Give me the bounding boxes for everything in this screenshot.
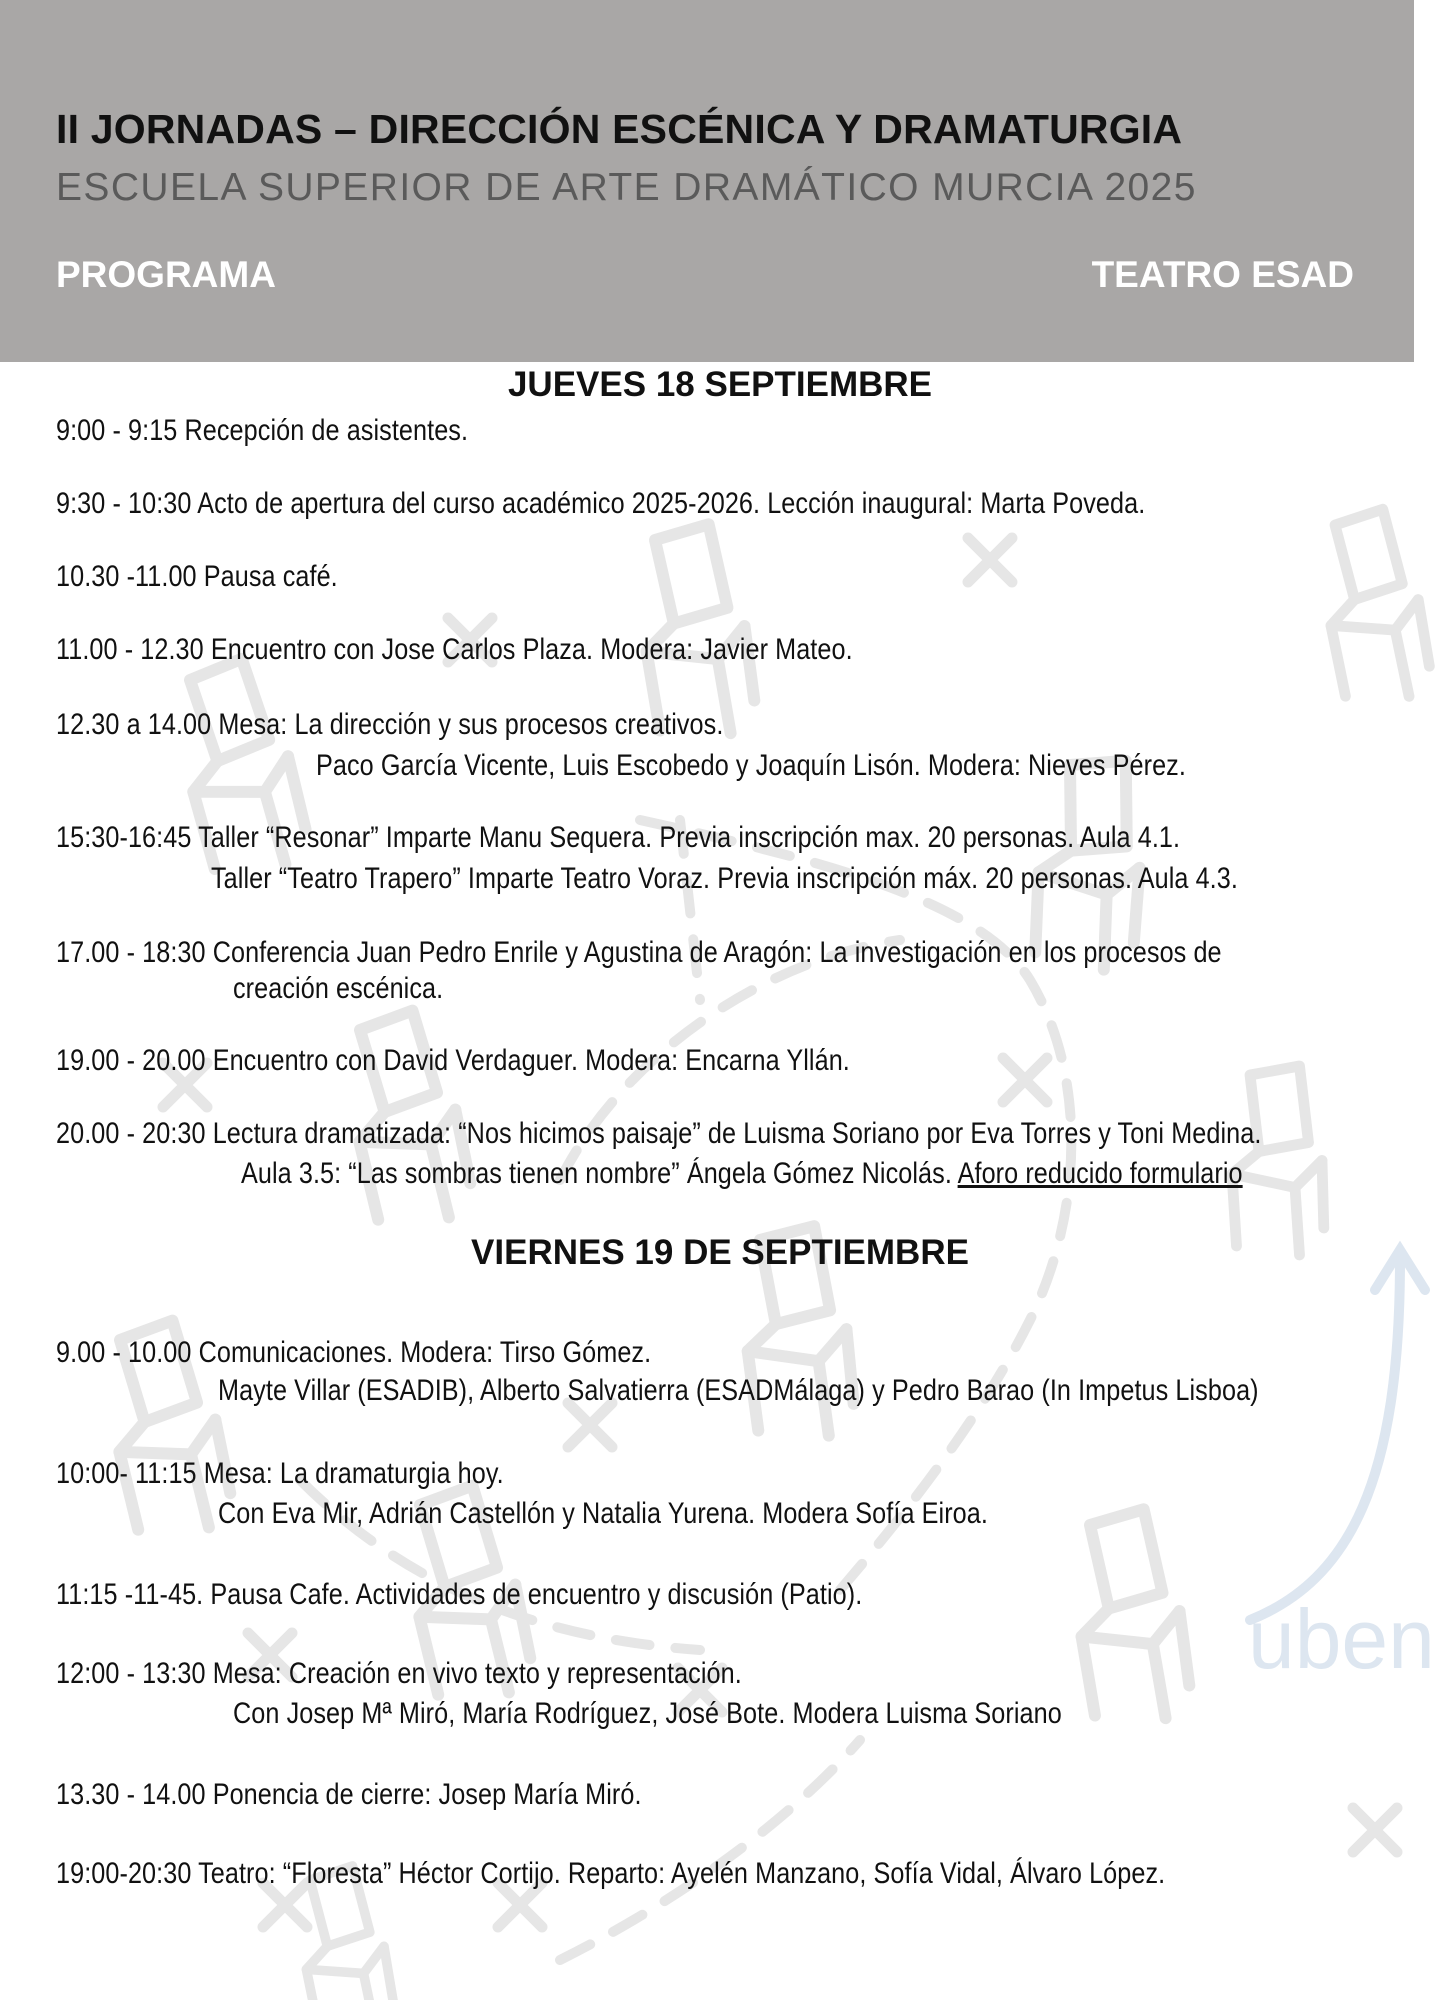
schedule-line: 9:30 - 10:30 Acto de apertura del curso académico 2025-2026. Lección inaugural: Marta Poveda. [56, 487, 1146, 520]
schedule-line: 9.00 - 10.00 Comunicaciones. Modera: Tirso Gómez. [56, 1336, 652, 1369]
venue-label: TEATRO ESAD [1091, 254, 1354, 295]
day-heading: JUEVES 18 SEPTIEMBRE [507, 365, 933, 404]
schedule-line-detail [241, 1157, 1243, 1191]
schedule-line-detail: Con Josep Mª Miró, María Rodríguez, José Bote. Modera Luisma Soriano [233, 1697, 1062, 1730]
schedule-line-detail: creación escénica. [233, 972, 444, 1005]
schedule-line: 12:00 - 13:30 Mesa: Creación en vivo texto y representación. [56, 1657, 742, 1690]
schedule-line-detail: Con Eva Mir, Adrián Castellón y Natalia Yurena. Modera Sofía Eiroa. [218, 1497, 988, 1530]
schedule-line: 20.00 - 20:30 Lectura dramatizada: “Nos hicimos paisaje” de Luisma Soriano por Eva Torres y Toni Medina. [56, 1117, 1262, 1150]
day-heading: VIERNES 19 DE SEPTIEMBRE [471, 1233, 969, 1272]
schedule-line-detail: Taller “Teatro Trapero” Imparte Teatro Voraz. Previa inscripción máx. 20 personas. Aula 4.3. [211, 862, 1238, 895]
schedule-line-detail: Mayte Villar (ESADIB), Alberto Salvatierra (ESADMálaga) y Pedro Barao (In Impetus Lisboa) [218, 1374, 1259, 1407]
schedule-line: 15:30-16:45 Taller “Resonar” Imparte Manu Sequera. Previa inscripción max. 20 personas. Aula 4.1. [56, 821, 1181, 854]
schedule-line: 12.30 a 14.00 Mesa: La dirección y sus procesos creativos. [56, 708, 724, 741]
schedule-line: 10:00- 11:15 Mesa: La dramaturgia hoy. [56, 1457, 504, 1490]
schedule-line: 9:00 - 9:15 Recepción de asistentes. [56, 414, 469, 447]
schedule-line: 13.30 - 14.00 Ponencia de cierre: Josep María Miró. [56, 1778, 642, 1811]
document-subtitle: ESCUELA SUPERIOR DE ARTE DRAMÁTICO MURCIA 2025 [56, 166, 1197, 209]
schedule-line: 10.30 -11.00 Pausa café. [56, 560, 338, 593]
schedule-line: 17.00 - 18:30 Conferencia Juan Pedro Enrile y Agustina de Aragón: La investigación en los procesos de [56, 936, 1222, 969]
schedule-line: 19:00-20:30 Teatro: “Floresta” Héctor Cortijo. Reparto: Ayelén Manzano, Sofía Vidal, Álvaro López. [56, 1857, 1166, 1890]
schedule-line-text: Aula 3.5: “Las sombras tienen nombre” Ángela Gómez Nicolás. [241, 1157, 958, 1190]
schedule-line: 19.00 - 20.00 Encuentro con David Verdaguer. Modera: Encarna Yllán. [56, 1044, 850, 1077]
registration-form-link[interactable]: Aforo reducido formulario [957, 1157, 1243, 1190]
schedule-line: 11.00 - 12.30 Encuentro con Jose Carlos Plaza. Modera: Javier Mateo. [56, 633, 853, 666]
schedule-line-detail: Paco García Vicente, Luis Escobedo y Joaquín Lisón. Modera: Nieves Pérez. [316, 749, 1186, 782]
document-title: II JORNADAS – DIRECCIÓN ESCÉNICA Y DRAMATURGIA [56, 106, 1183, 152]
program-label: PROGRAMA [56, 254, 276, 295]
schedule-line: 11:15 -11-45. Pausa Cafe. Actividades de encuentro y discusión (Patio). [56, 1578, 863, 1611]
watermark-text: uben [1248, 1592, 1435, 1686]
